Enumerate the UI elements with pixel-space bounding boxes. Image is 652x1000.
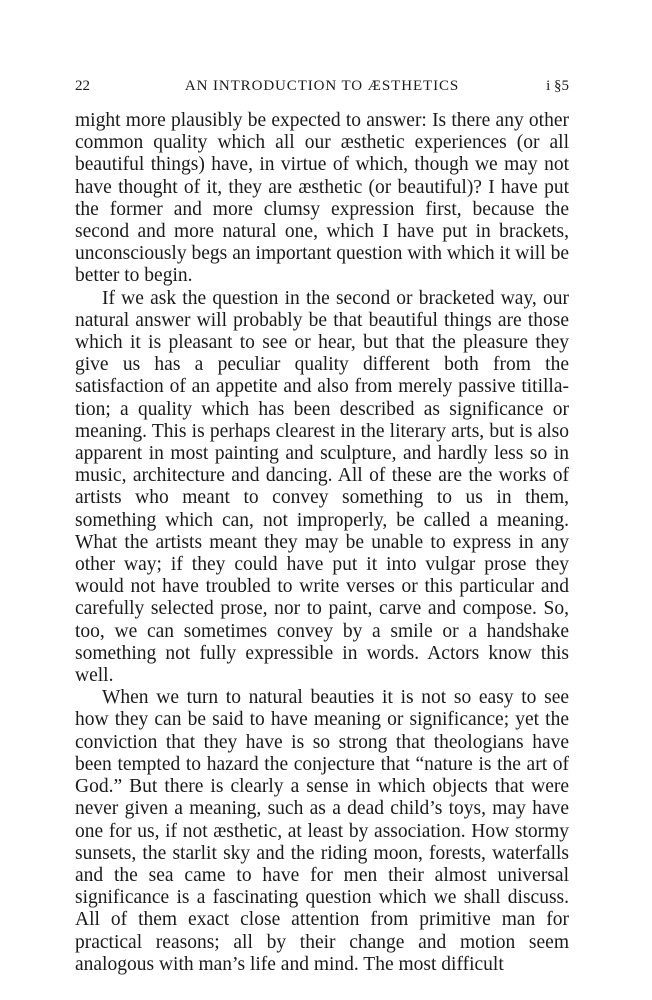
running-head: [75, 78, 569, 102]
body-text: [75, 110, 569, 976]
paragraph: If we ask the question in the second or bracketed way, our natural answer will probably be that beautiful things are those which it is pleasant to see or hear, but that the pleasure they give us has a peculiar quality different both from the satisfaction of an appetite and also from merely passive titillation; a quality which has been described as significance or meaning. This is perhaps clearest in the literary arts, but is also apparent in most painting and sculpture, and hardly less so in music, architecture and dancing. All of these are the works of artists who meant to convey something to us in them, something which can, not improperly, be called a meaning. What the artists meant they may be unable to express in any other way; if they could have put it into vulgar prose they would not have troubled to write verses or this particular and carefully selected prose, nor to paint, carve and compose. So, too, we can sometimes convey by a smile or a handshake something not fully expressible in words. Actors know this well.: [75, 287, 569, 687]
paragraph: When we turn to natural beauties it is not so easy to see how they can be said to have meaning or significance; yet the conviction that they have is so strong that theologians have been tempted to hazard the conjecture that “nature is the art of God.” But there is clearly a sense in which objects that were never given a meaning, such as a dead child’s toys, may have one for us, if not æsthetic, at least by association. How stormy sunsets, the starlit sky and the riding moon, forests, waterfalls and the sea came to have for men their almost universal significance is a fascinating question which we shall discuss. All of them exact close attention from primitive man for practical reasons; all by their change and motion seem analogous with man’s life and mind. The most difficult: [75, 687, 569, 975]
paragraph-continued: might more plausibly be expected to answer: Is there any other common quality which all our æsthetic experiences (or all beautiful things) have, in virtue of which, though we may not have thought of it, they are æsthetic (or beautiful)? I have put the former and more clumsy expression first, because the second and more natural one, which I have put in brackets, unconsciously begs an important question with which it will be better to begin.: [75, 110, 569, 287]
book-page: [75, 78, 569, 976]
running-title: AN INTRODUCTION TO ÆSTHETICS: [184, 78, 460, 94]
page-number: 22: [75, 78, 90, 94]
section-reference: i §5: [546, 78, 569, 94]
